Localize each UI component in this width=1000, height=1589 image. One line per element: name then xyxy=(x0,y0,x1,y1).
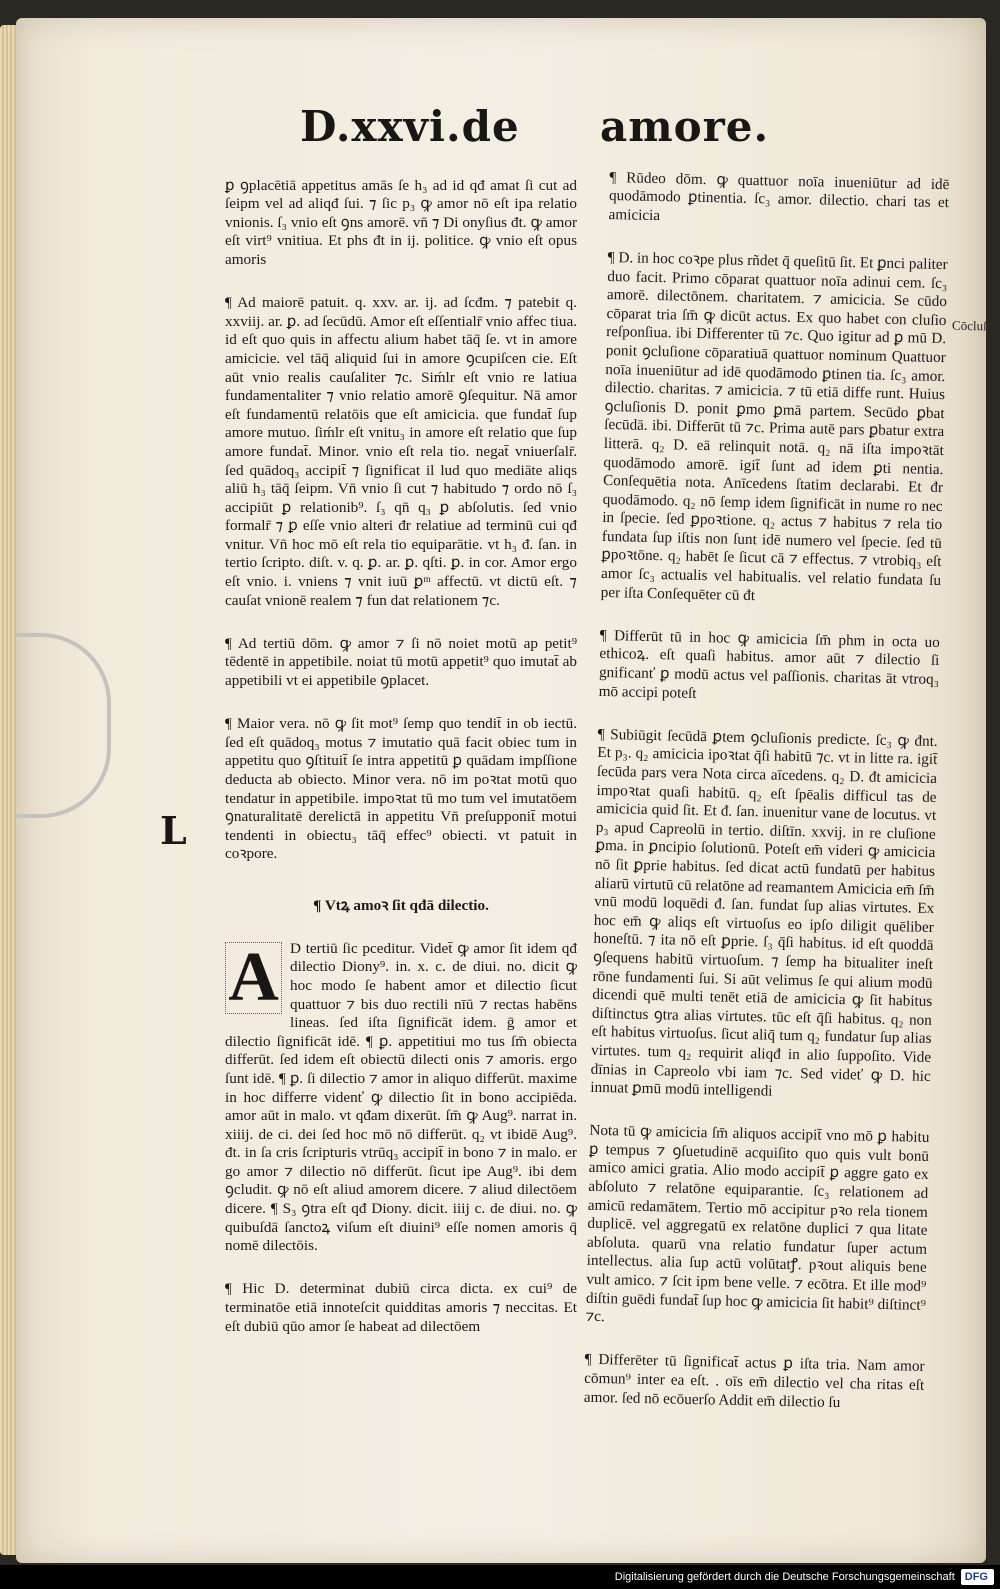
left-paragraph: ¶ Hic D. determinat dubiū circa dicta. ex cui⁹ de terminatōe etiā innoteſcit quidditas amoris ⁊ neccitas. Et eſt dubiū qūo amor ſe habeat ad dilectōem xyxy=(225,1280,577,1335)
running-header-right: amore. xyxy=(600,102,770,151)
right-paragraph: ¶ Differēter tū ſignificat̄ actus ꝑ iſta tria. Nam amor cōmun⁹ inter ea eſt. . oīs em̄ dilectio vel cha ritas eſt amor. ſed nō ecōuerſo Addit em̄ dilectio ſu xyxy=(583,1351,925,1411)
footer-bar xyxy=(0,1565,1000,1589)
right-column xyxy=(583,150,950,1439)
right-paragraph: ¶ Rūdeo dōm. ꝙ quattuor noīa inueniūtur ad idē quodāmodo ꝑtinentia. ſc₃ amor. dilectio. chari tas et amicicia xyxy=(608,168,950,224)
article-title: ¶ Vtꝝ amoꝛ ſit qđā dilectio. xyxy=(313,896,489,914)
decorated-initial: A xyxy=(225,942,282,1014)
left-paragraph-text: D tertiū ſic pceditur. Videt̄ ꝙ amor ſit idem qđ dilectio Diony⁹. in. x. c. de diui. no. dicit ꝙ hoc modo ſe habent amor et dilectio ſicut quattuor ⁊ bis duo rectili nīū ⁊ rectas habēns lineas. ſed iſta ſignificāt idem. ḡ amor et dilectio ſignificāt idē. ¶ ꝑ. appetitiui mo tus ſm̄ obiecta differūt. ſed idem eſt obiectū dilecti onis ⁊ amoris. ergo ſunt idē. ¶ ꝑ. ſi dilectio ⁊ amor in aliquo differūt. maxime in hoc differre videnť ꝙ dilectio ſit in bono accipiēda. amor aūt in malo. vt qđam dixerūt. ſm̄ ꝙ Aug⁹. narrat in. xiiij. de ci. dei ſed hoc mō nō differūt. q₂ vt ibidē Aug⁹. đt. in ſa cris ſcripturis vtrūq₃ accipit̄ in bono ⁊ in malo. er go amor ⁊ dilectio nō differūt. ſicut ipe Aug⁹. ibi dem ꝯcludit. ꝙ nō eſt aliud amorem dicere. ⁊ aliud dilectōem dicere. ¶ S₃ ꝯtra eſt qđ Diony. dicit. iiij c. de diui. no. ꝙ quibuſdā ſanctoꝝ viſum eſt diuini⁹ eſſe nomen amoris q̄ nomē dilectōis. xyxy=(225,939,577,1255)
right-paragraph: Nota tū ꝙ amicicia ſm̄ aliquos accipit̄ vno mō ꝑ habitu ꝑ tempus ⁊ ꝯſuetudinē acquiſito quo quis vult bonū amico amici gratia. Alio modo accipit̄ ꝑ aggre gato ex abſoluto ⁊ relatōne equiparantie. ſc₃ relationem ad amicū redamātem. Tertio mō accipitur pꝛo rela tionem duplicē. vel aggregatū ex relatōne duplici ⁊ qua litate abſoluta. quarū vna relatio fundatur ſuper actum intellectus. alia ſup actū volūtatꝭ. pꝛout aliquis bene vult amico. ⁊ ſcit ipm bene velle. ⁊ ecōtra. Et ille mod⁹ diſtin guēdi fundat̄ ſup hoc ꝙ amicicia ſit habit⁹ diſtinct⁹ ⁊c. xyxy=(585,1122,930,1326)
left-paragraph: ꝑ ꝯplacētiā appetitus amās ſe h₃ ad id qđ amat ſi cut ad ſeipm vel ad aliqđ ſui. ⁊ ſic p₃ ꝙ amor nō eſt ipa relatio vnionis. ſ₃ vnio eſt ꝯns amorē. vn̄ ⁊ Di onyſius đt. ꝙ amor eſt virt⁹ vnitiua. Et phs đt in ij. politice. ꝙ vnio eſt opus amoris xyxy=(225,176,577,268)
right-paragraph: ¶ D. in hoc coꝛpe plus rñdet q̄ queſitū ſit. Et ꝑnci paliter duo facit. Primo cōparat quattuor noīa adinui cem. ſc₃ amorē. dilectōnem. charitatem. ⁊ amicicia. Se cūdo cōparat tria ſm̄ ꝙ dicūt actus. Ex quo habet con cluſio reſponſiua. ibi Differenter tū ⁊c. Quo igitur ad ꝑ mū D. ponit ꝯcluſione cōparatiuā quattuor nominum Quattuor noīa inueniūtur ad idē quodāmodo ꝑtinen tia. ſc₃ amor. dilectio. charitas. ⁊ amicicia. ⁊ tū etiā diffe runt. Huius ꝯcluſionis D. ponit ꝑmo ꝑmā partem. Secūdo ꝑbat ſecūdā. ibi. Differūt tū ⁊c. Prima autē pars ꝑbatur extra litterā. q₂ D. eā relinquit notā. q₂ nā iſta impoꝛtāt quodāmodo amorē. igit̄ ſunt ad idem ꝑti nentia. Conſequētia nota. Anīcedens ſtatim declarabi. Et đr quodāmodo. q₂ nō ſemp idem ſignificāt in nume ro nec in ſpecie. ſed ꝑpoꝛtione. q₂ actus ⁊ habitus ⁊ rela tio fundata ſup iſtis non ſunt idē numero vel ſpecie. ſed tū ꝑpoꝛtōne. q₂ habēt ſe ſicut cā ⁊ effectus. ⁊ vtrobiq₃ eſt amor ſc₃ actualis vel habitualis. vel relatio fundata ſu per iſta Conſequēter cū đt xyxy=(600,248,948,604)
dfg-logo: DFG xyxy=(961,1569,994,1585)
left-paragraph: ¶ Ad tertiū dōm. ꝙ amor ⁊ ſi nō noiet motū ap petit⁹ tēdentē in appetibile. noiat tū motū appetit⁹ quo imutat̄ ab appetibili vt ei appetibile ꝯplacet. xyxy=(225,634,577,690)
right-paragraph: ¶ Differūt tū in hoc ꝙ amicicia ſm̄ phm in octa uo ethicoꝝ. eſt quaſi habitus. amor aūt ⁊ dilectio ſi gnificanť ꝑ modū actus vel paſſionis. charitas āt vtroq₃ mō accipi poteſt xyxy=(598,626,940,702)
left-paragraph: ¶ Maior vera. nō ꝙ ſit mot⁹ ſemp quo tendit̄ in ob iectū. ſed eſt quādoq₃ motus ⁊ imutatio quā facit obiec tum in appetitu quo ꝯſtituit̄ ſe intra appetitū ꝑ quādam impſſione deducta ab obiecto. Minor vera. nō im poꝛtat motū quo tendatur in appetibile. impoꝛtat tū mo tum vel imutatōem ꝯnaturalitatē derelictā in appetitu Vn̄ preſupponit̄ motui tendenti in obiectu₃ tāq̄ effec⁹ obiecti. vt patuit in coꝛpore. xyxy=(225,715,577,863)
footer-text: Digitalisierung gefördert durch die Deutsche Forschungsgemeinschaft xyxy=(614,1571,955,1583)
left-paragraph-initial xyxy=(225,940,577,1256)
running-header-left: D.xxvi.de xyxy=(300,102,520,151)
left-paragraph: ¶ Ad maiorē patuit. q. xxv. ar. ij. ad ſcđm. ⁊ patebit q. xxviij. ar. ꝑ. ad ſecūdū. Amor eſt eſſentialr̄ vnio affec tiua. id eſt quo quis in affectu alium habet tāq̄ ſe. vt in amore amicicie. vel tāq̄ aliquid ſui in amore ꝯcupiſcen cie. Eſt aūt vnio realis cauſaliter ⁊c. Siḿlr eſt vnio re latiua fundamentaliter ⁊ vnio relatio amorē ꝯſequitur. Nā amor eſt fundamentū relatōis que eſt amicicia. que fundat̄ ſup amore mutuo. ſiḿlr eſt vnitu₃ in amore eſt relatio que ſup amore fundat̄. Minor. vnio eſt rela tio. negat̄ vniuerſalr̄. ſed quādoq₃ accipit̄ ⁊ ſignificat il lud quo mediāte aliqs aliū h₃ tāq̄ ſeipm. Vn̄ vnio ſi cut ⁊ habitudo ⁊ ordo nō ſ₃ accipiūt ꝑ relationib⁹. ſ₃ qn̄ q₃ ꝑ abſolutis. ſed vnio formalr̄ ⁊ ꝑ eſſe vnio alteri đr relatiue ad terminū cui qđ vnitur. Vn̄ hoc mō eſt rela tio equiparātie. vt h₃ đ. ſan. in tertio ſcripto. diſt. v. q. ꝑ. ar. ꝑ. qſti. ꝑ. in cor. Amor ergo eſt vnio. i. vniens ⁊ vnit iuū ꝑᵐ affectū. vt dictū eſt. ⁊ cauſat vnionē realem ⁊ fun dat relationem ⁊c. xyxy=(225,294,577,609)
right-paragraph: ¶ Subiūgit ſecūdā ꝑtem ꝯcluſionis predicte. ſc₃ ꝙ đnt. Et p₃. q₂ amicicia ipoꝛtat q̄ſi habitū ⁊c. vt in litte ra. igit̄ ſecūda pars vera Nota circa aīcedens. q₂ D. đt amicicia impoꝛtat quaſi habitū. q₂ eſt ſpēalis difficul tas de amicicia quid ſit. Et đ. ſan. inuenitur vane de locutus. vt p₃ apud Capreolū in tertio. diſtīn. xxvij. in re cluſione ꝑma. in ꝑncipio ſolutionū. Poteſt em̄ videri ꝙ amicicia nō ſit ꝑprie habitus. ſed dicat actū fundatū per habitus aliarū virtutū cū relatōne ad reamantem Amicicia em̄ ſm̄ vnū modū loquēdi đ. ſan. fundat ſup alias virtutes. Ex hoc em̄ ꝙ aliqs eſt virtuoſus eo ipſo diligit quēliber honeſtū. ⁊ ita nō eſt ꝑprie. ſ₃ q̄ſi habitus. id eſt quoddā ꝯſequens habitū virtuoſum. ⁊ ſemp ha bitualiter ineſt rōne fundamenti ſui. Si aūt velimus ſe qui alium modū dicendi quē multi tenēt etiā de amicicia ꝙ ſit habitus diſtinctus ꝯtra alias virtutes. tūc eſt q̄ſi habitus. q₂ non eſt habitus virtuoſus. ſicut aliq̄ tum q₂ fundatur ſup alias virtutes. tum q₂ requirit aliqđ in alio ſuppoſito. Vide dīnias in Capreolo vbi iam ⁊c. Sed videť ꝙ D. hic innuat ꝑmū modū intelligendi xyxy=(590,725,938,1100)
margin-note: Cōcluſ. xyxy=(951,317,991,334)
side-mark: L xyxy=(160,808,187,853)
left-column xyxy=(225,158,577,1361)
page-clip xyxy=(16,633,111,818)
